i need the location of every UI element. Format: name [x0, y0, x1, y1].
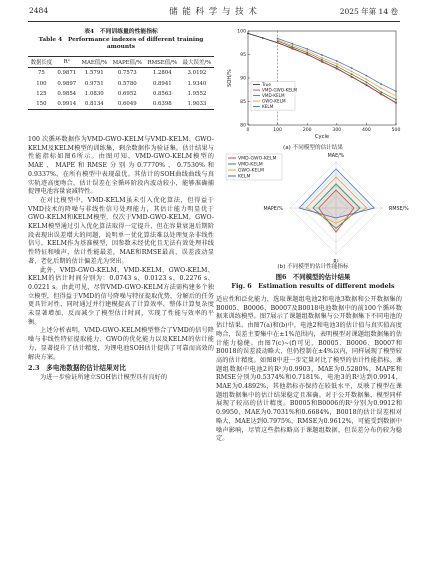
table-caption-en-2: amounts — [106, 44, 136, 50]
table-row — [28, 68, 214, 79]
col-header: RMSE值/% — [147, 60, 178, 67]
data-point — [336, 65, 338, 67]
soh-estimation-chart — [224, 25, 402, 143]
subfigure-b-caption: (b) 不同模型的估计性能指标 — [277, 264, 349, 270]
data-point — [380, 87, 382, 89]
x-tick-label: 200 — [302, 128, 312, 133]
table-cell: 0.9914 — [57, 101, 77, 108]
table-cell: 0.7573 — [117, 70, 137, 77]
plot-frame — [248, 31, 396, 125]
data-point — [366, 75, 368, 77]
data-point — [366, 84, 368, 86]
table-cell: 0.5780 — [117, 80, 137, 87]
table-cell: 0.6398 — [152, 101, 172, 108]
y-tick-label: 100 — [237, 29, 246, 35]
table-caption — [28, 29, 214, 52]
data-point — [366, 81, 368, 83]
radar-legend-entry: VMD-GWO-KELM — [238, 156, 277, 162]
data-point — [292, 48, 294, 50]
section-heading: 2.3 多电池数据的估计结果对比 — [28, 364, 126, 373]
col-header: 最大误差/% — [182, 60, 212, 67]
performance-table — [28, 56, 214, 110]
table-4 — [28, 56, 214, 110]
paragraph: 此外，VMD-GWO-KELM、VMD-KELM、GWO-KELM、KELM的估计时间分别为：0.0743 s、0.0123 s、0.2276 s、0.0221 s。由此可见，尽管VMD-GWO-KELM方法需构建多个独立模型，但得益于VMD的信号降噪与特征提取优势，分解后的任务更具针对性，同时通过并行建模提高了计算效率，整体计算复杂度未显著增加，反而减少了模型估计时间，实现了性能与效率的平衡。 — [28, 266, 214, 326]
x-tick-label: 500 — [391, 128, 401, 133]
data-point — [395, 102, 397, 104]
data-point — [321, 57, 323, 59]
radar-series-kelm — [299, 169, 374, 218]
table-cell: 0.9897 — [57, 80, 77, 87]
x-tick-label: 100 — [273, 128, 282, 133]
table-row — [28, 79, 214, 89]
data-point — [351, 76, 353, 78]
data-point — [380, 83, 382, 85]
table-cell: 1.5791 — [84, 70, 104, 77]
legend-entry: KELM — [262, 104, 274, 110]
y-tick-label: 80 — [240, 123, 246, 129]
table-cell: 1.2804 — [152, 70, 172, 77]
table-cell: 1.9340 — [187, 80, 207, 87]
paragraph: 100 次循环数据作为VMD-GWO-KELM与VMD-KELM、GWO-KELM及KELM模型的训练集，剩余数据作为验证集。估计结果与性能指标如图6所示。由图可知，VMD-GWO-KELM模型的MAE、MAPE和RMSE分别为0.7770%、0.7530%和0.9337%，在所有模型中表现最优。其估计的SOH曲线曲线与真实轨迹高度吻合，估计误差在全循环阶段内波动较小，能够准确捕捉锂电池容量衰减特性。 — [28, 136, 214, 196]
col-header: MAPE值/% — [112, 60, 142, 67]
header-rule — [28, 21, 400, 22]
x-tick-label: 0 — [246, 128, 250, 133]
table-cell: 75 — [37, 70, 45, 77]
right-column-text — [216, 296, 402, 444]
data-point — [306, 50, 308, 52]
subfigure-a-caption: (a) 不同模型的估计结果 — [283, 145, 343, 151]
legend-entry: VMD-GWO-KELM — [262, 87, 298, 93]
figure-caption-cn: 图6 不同模型的估计结果 — [275, 273, 351, 281]
radar-legend-entry: VMD-KELM — [238, 162, 263, 168]
x-tick-label: 400 — [362, 128, 371, 133]
data-point — [395, 90, 397, 92]
table-cell: 150 — [36, 101, 47, 108]
journal-title: 储 能 科 学 与 技 术 — [169, 7, 258, 17]
table-cell: 0.9871 — [57, 70, 77, 77]
data-point — [292, 45, 294, 47]
table-cell: 0.8134 — [84, 101, 104, 108]
paragraph: 上述分析表明，VMD-GWO-KELM模型整合了VMD的信号降噪与非线性特征提取能力、GWO的优化能力以及KELM的估计能力，显著提升了估计精度，为锂电池SOH估计提供了可靠而高效的解决方案。 — [28, 327, 214, 361]
y-axis-label: SOH/% — [227, 69, 233, 87]
table-row — [28, 89, 214, 99]
table-cell: 1.9552 — [187, 91, 207, 98]
table-cell: 3.0192 — [187, 70, 207, 77]
series-line-vmd-gwo-kelm — [278, 42, 396, 102]
y-tick-label: 95 — [240, 53, 246, 59]
legend-entry: True — [262, 82, 271, 88]
y-tick-label: 90 — [240, 76, 246, 82]
table-cell: 0.6952 — [117, 91, 137, 98]
data-point — [395, 95, 397, 97]
table-cell: 0.9854 — [57, 91, 77, 98]
data-point — [395, 99, 397, 101]
data-point — [336, 63, 338, 65]
data-point — [351, 71, 353, 73]
x-axis-label: Cycle — [314, 134, 330, 140]
data-point — [351, 67, 353, 69]
legend-entry: VMD-KELM — [262, 93, 285, 99]
table-cell: 0.9751 — [84, 80, 104, 87]
radar-legend-entry: GWO-KELM — [238, 168, 264, 174]
paragraph: 为进一步验证所建立SOH估计模型具有良好的 — [40, 373, 168, 381]
data-point — [292, 43, 294, 45]
data-point — [366, 79, 368, 81]
data-point — [336, 60, 338, 62]
table-caption-cn: 表4 不同训练量的性能指标 — [84, 29, 158, 35]
table-cell: 0.8941 — [152, 80, 172, 87]
left-column-text — [28, 136, 214, 383]
data-point — [262, 37, 264, 39]
issue-info: 2025 年第 14 卷 — [339, 7, 398, 16]
data-point — [277, 38, 279, 40]
radar-axis-label: MAPE/% — [263, 206, 283, 212]
paragraph: 在对比模型中，VMD-KELM虽未引入优化算法，但得益于VMD技术的降噪与非线性信号处理能力，其估计能力明显优于GWO-KELM和KELM模型，仅次于VMD-GWO-KELM。GWO-KELM模型通过引入优化算法取得一定提升，但在容量衰退后期阶段表现出误差增大的问题，说明单一优化算法难以处理复杂非线性信号。KELM作为基准模型，因参数未经优化且无法有效处理非线性特征和噪声，估计性能最差，MAE和RMSE最高，误差波动显著，老化后期的估计偏差尤为突出。 — [28, 196, 214, 265]
radar-axis-label: MAE/% — [327, 153, 345, 159]
table-row — [28, 99, 214, 110]
data-point — [306, 48, 308, 50]
radar-legend-entry: KELM — [238, 174, 251, 180]
data-point — [336, 67, 338, 69]
radar-axis-label: RMSE/% — [389, 206, 409, 212]
radar-axis-label: R² — [333, 259, 339, 265]
paragraph: 适应性和泛化能力，选取课题组电池2和电池3数据和公开数据集的B0005、B0006、B0007及B0018电池数据中的前100个循环数据来训练模型。图7展示了课题组数据集与公开数据集下不同电池的估计结果。由图7(a)和(b)中，电池2和电池3的估计值与真实值高度吻合，误差主要集中在±1%范围内，表明模型对课题组数据集的估计能力稳健。由图7(c)~(f)可见，B0005、B0006、B0007和B0018的误差波动略大，但仍控制在±4%以内，同样展现了模型较高的估计精度。如图8中进一步定量对比了模型的估计性能指标。课题组数据中电池2的R²为0.9903，MAE为0.5280%，MAPE和RMSE分别为0.5374%和0.7181%，电池3的R²达到0.9914，MAE为0.4892%，其他指标亦保持在较低水平，反映了模型在课题组数据集中的估计结果稳定且准确。对于公开数据集，模型同样展现了较高的估计精度。B0005和B0006的R²分别为0.9912和0.9950，MAE为0.7031%和0.6684%，B0018的估计误差相对略大，MAE达到0.7975%，RMSE为0.9612%，可能受到数据中噪声影响，尽管这些指标略高于课题组数据，但误差分布仍较为稳定。 — [216, 296, 402, 443]
data-point — [321, 54, 323, 56]
col-header: R² — [63, 59, 70, 66]
data-point — [351, 73, 353, 75]
data-point — [380, 91, 382, 93]
y-tick-label: 85 — [240, 100, 246, 106]
table-cell: 100 — [36, 80, 47, 87]
x-tick-label: 300 — [332, 128, 342, 133]
data-point — [321, 59, 323, 61]
table-cell: 1.0830 — [84, 91, 104, 98]
table-header-row — [28, 57, 214, 68]
table-cell: 1.9033 — [187, 101, 207, 108]
data-point — [321, 61, 323, 63]
figure-caption-en: Fig. 6 Estimation results of different models — [231, 282, 395, 290]
col-header: 数据长度 — [30, 60, 53, 67]
legend-entry: GWO-KELM — [262, 98, 286, 104]
data-point — [306, 52, 308, 54]
table-cell: 125 — [36, 91, 47, 98]
page-number: 2484 — [29, 6, 49, 15]
table-cell: 0.6049 — [117, 101, 137, 108]
col-header: MAE值/% — [81, 60, 108, 67]
performance-radar-chart — [224, 152, 409, 265]
data-point — [380, 94, 382, 96]
table-cell: 0.8563 — [152, 91, 172, 98]
table-caption-en: Table 4 Performance indexes of different training — [38, 36, 204, 43]
data-point — [247, 32, 249, 34]
